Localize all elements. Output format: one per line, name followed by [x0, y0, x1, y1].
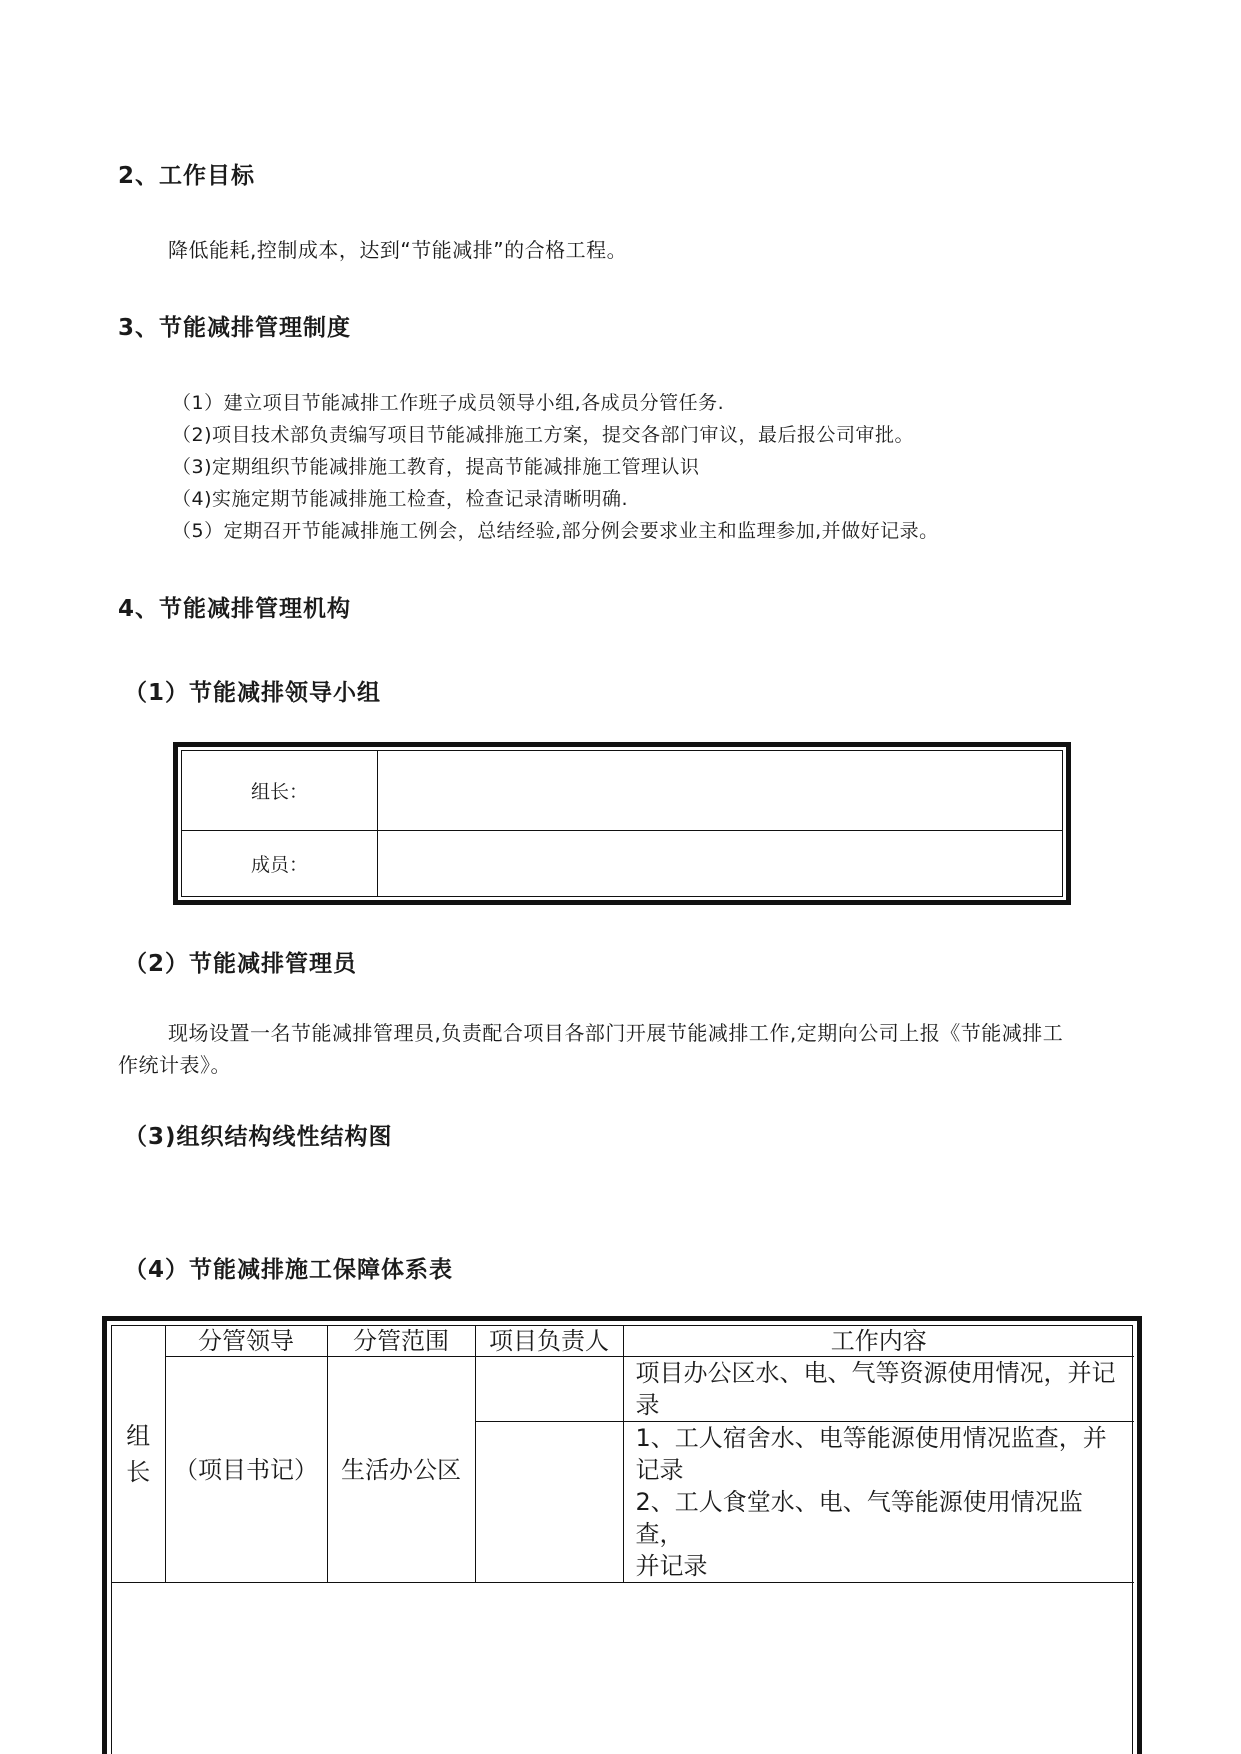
leader-cell: （项目书记） — [165, 1357, 327, 1583]
section-heading-goals: 2、工作目标 — [118, 163, 256, 189]
leadership-table — [173, 742, 1071, 905]
task-cell-2 — [623, 1422, 1134, 1583]
section-heading-system: 3、节能减排管理制度 — [118, 315, 352, 341]
members-label: 成员： — [182, 830, 378, 896]
task-1-line-1: 项目办公区水、电、气等资源使用情况，并记 — [635, 1359, 1116, 1387]
leader-label: 组长： — [182, 751, 378, 830]
task-2-line-3: 2、工人食堂水、电、气等能源使用情况监查， — [635, 1488, 1083, 1548]
manager-paragraph-line2: 作统计表》。 — [118, 1053, 231, 1077]
subheading-leadership-group: （1）节能减排领导小组 — [124, 680, 382, 706]
task-2-line-1: 1、工人宿舍水、电等能源使用情况监查，并 — [635, 1424, 1107, 1452]
col-header-scope: 分管范围 — [327, 1326, 475, 1357]
col-header-responsible: 项目负责人 — [475, 1326, 623, 1357]
task-2-line-4: 并记录 — [635, 1552, 708, 1580]
guarantee-system-table — [102, 1316, 1142, 1754]
subheading-org-chart: （3)组织结构线性结构图 — [124, 1124, 393, 1150]
section-heading-organization: 4、节能减排管理机构 — [118, 596, 352, 622]
side-label-char-1: 组 — [126, 1422, 151, 1450]
goals-paragraph: 降低能耗,控制成本，达到“节能减排”的合格工程。 — [168, 238, 628, 262]
manager-paragraph-line1: 现场设置一名节能减排管理员,负责配合项目各部门开展节能减排工作,定期向公司上报《节能减排工 — [168, 1021, 1064, 1045]
system-item-1: （1）建立项目节能减排工作班子成员领导小组,各成员分管任务. — [172, 392, 725, 414]
side-label-cell — [112, 1326, 165, 1583]
task-1-line-2: 录 — [635, 1391, 660, 1419]
side-label-char-2: 长 — [126, 1458, 151, 1486]
leader-value — [378, 751, 1063, 830]
system-item-3: （3)定期组织节能减排施工教育，提高节能减排施工管理认识 — [172, 456, 700, 478]
system-item-5: （5）定期召开节能减排施工例会，总结经验,部分例会要求业主和监理参加,并做好记录。 — [172, 520, 939, 542]
members-value — [378, 830, 1063, 896]
col-header-leader: 分管领导 — [165, 1326, 327, 1357]
subheading-manager: （2）节能减排管理员 — [124, 951, 358, 977]
responsible-cell-1 — [475, 1357, 623, 1422]
task-2-line-2: 记录 — [635, 1456, 684, 1484]
subheading-guarantee-system: （4）节能减排施工保障体系表 — [124, 1257, 454, 1283]
responsible-cell-2 — [475, 1422, 623, 1583]
col-header-content: 工作内容 — [623, 1326, 1134, 1357]
scope-cell: 生活办公区 — [327, 1357, 475, 1583]
task-cell-1 — [623, 1357, 1134, 1422]
system-item-4: （4)实施定期节能减排施工检查，检查记录清晰明确. — [172, 488, 629, 510]
system-item-2: （2)项目技术部负责编写项目节能减排施工方案，提交各部门审议，最后报公司审批。 — [172, 424, 915, 446]
